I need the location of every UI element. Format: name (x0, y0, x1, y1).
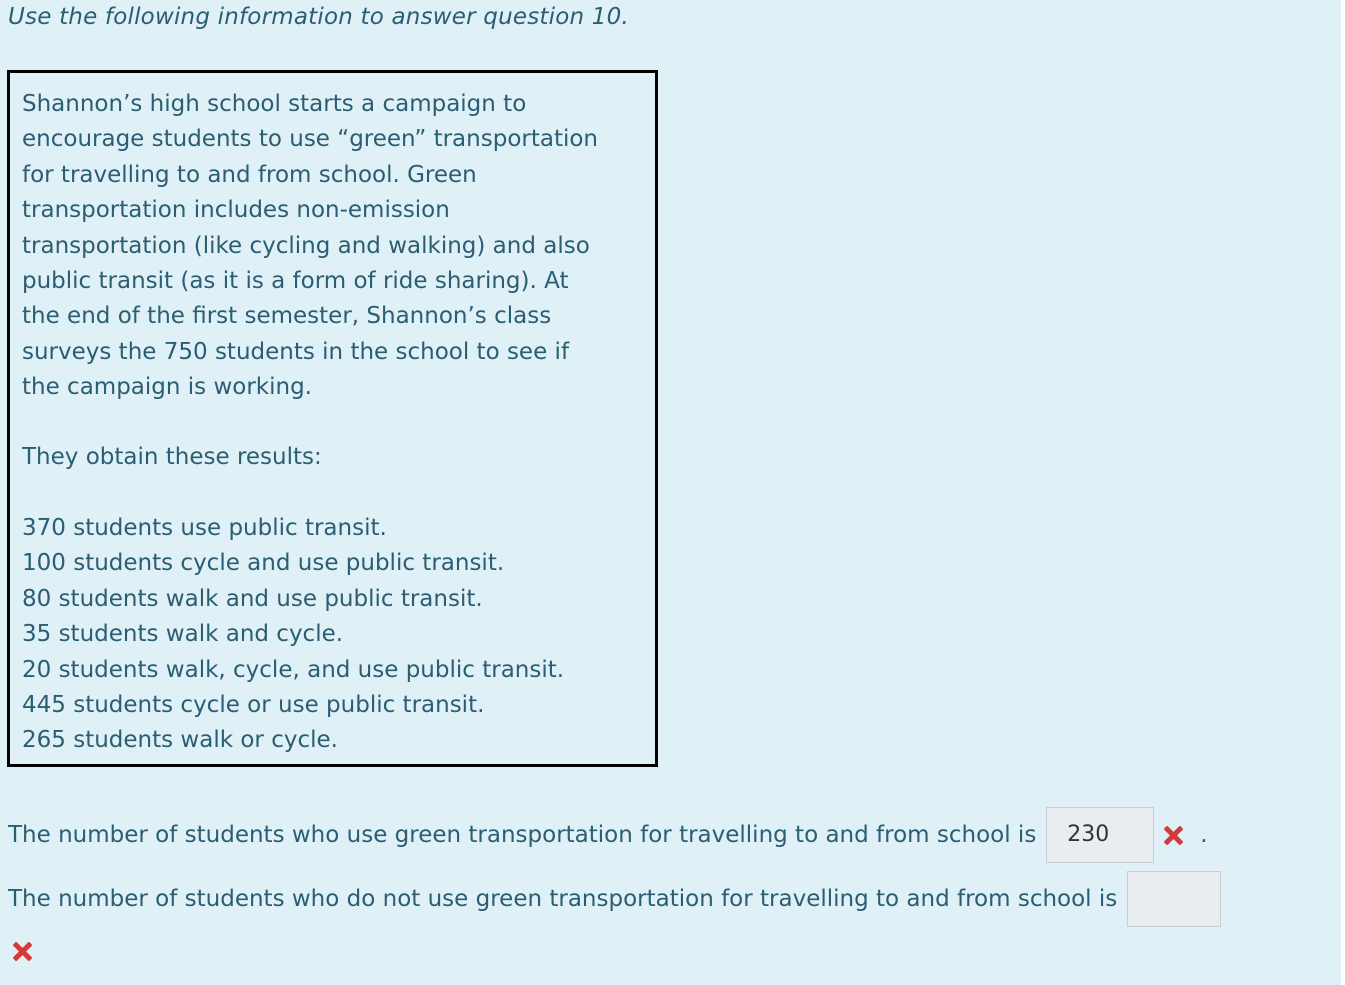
result-item: 20 students walk, cycle, and use public transit. (22, 656, 565, 683)
scenario-line: public transit (as it is a form of ride sharing). At (22, 268, 569, 295)
instruction-text: Use the following information to answer question 10. (8, 4, 629, 30)
incorrect-icon (1162, 824, 1184, 846)
scenario-line: surveys the 750 students in the school to see if (22, 338, 570, 365)
incorrect-icon (11, 940, 33, 962)
information-box (7, 70, 658, 767)
scenario-line: encourage students to use “green” transportation (22, 126, 599, 153)
result-item: 265 students walk or cycle. (22, 727, 338, 754)
scenario-paragraph (10, 87, 661, 406)
results-list (10, 511, 564, 759)
question-2-text: The number of students who do not use green transportation for travelling to and from school is (8, 886, 1118, 912)
result-item: 445 students cycle or use public transit. (22, 692, 485, 719)
question-1 (8, 807, 1208, 863)
scenario-line: Shannon’s high school starts a campaign to (22, 91, 527, 117)
scenario-line: transportation includes non-emission (22, 197, 450, 224)
result-item: 370 students use public transit. (22, 515, 387, 541)
result-item: 100 students cycle and use public transit. (22, 550, 505, 577)
question-2 (8, 871, 1221, 927)
scenario-line: for travelling to and from school. Green (22, 161, 477, 188)
question-1-suffix: . (1200, 822, 1208, 848)
scenario-line: transportation (like cycling and walking) and also (22, 232, 590, 259)
scenario-line: the end of the first semester, Shannon’s class (22, 303, 552, 330)
question-1-answer-input[interactable]: 230 (1046, 807, 1154, 863)
question-2-answer-input[interactable] (1127, 871, 1221, 927)
results-intro-text: They obtain these results: (22, 444, 322, 470)
results-intro (10, 440, 332, 475)
result-item: 35 students walk and cycle. (22, 621, 344, 648)
result-item: 80 students walk and use public transit. (22, 585, 483, 612)
question-1-text: The number of students who use green transportation for travelling to and from school is (8, 822, 1037, 848)
scenario-line: the campaign is working. (22, 374, 312, 401)
